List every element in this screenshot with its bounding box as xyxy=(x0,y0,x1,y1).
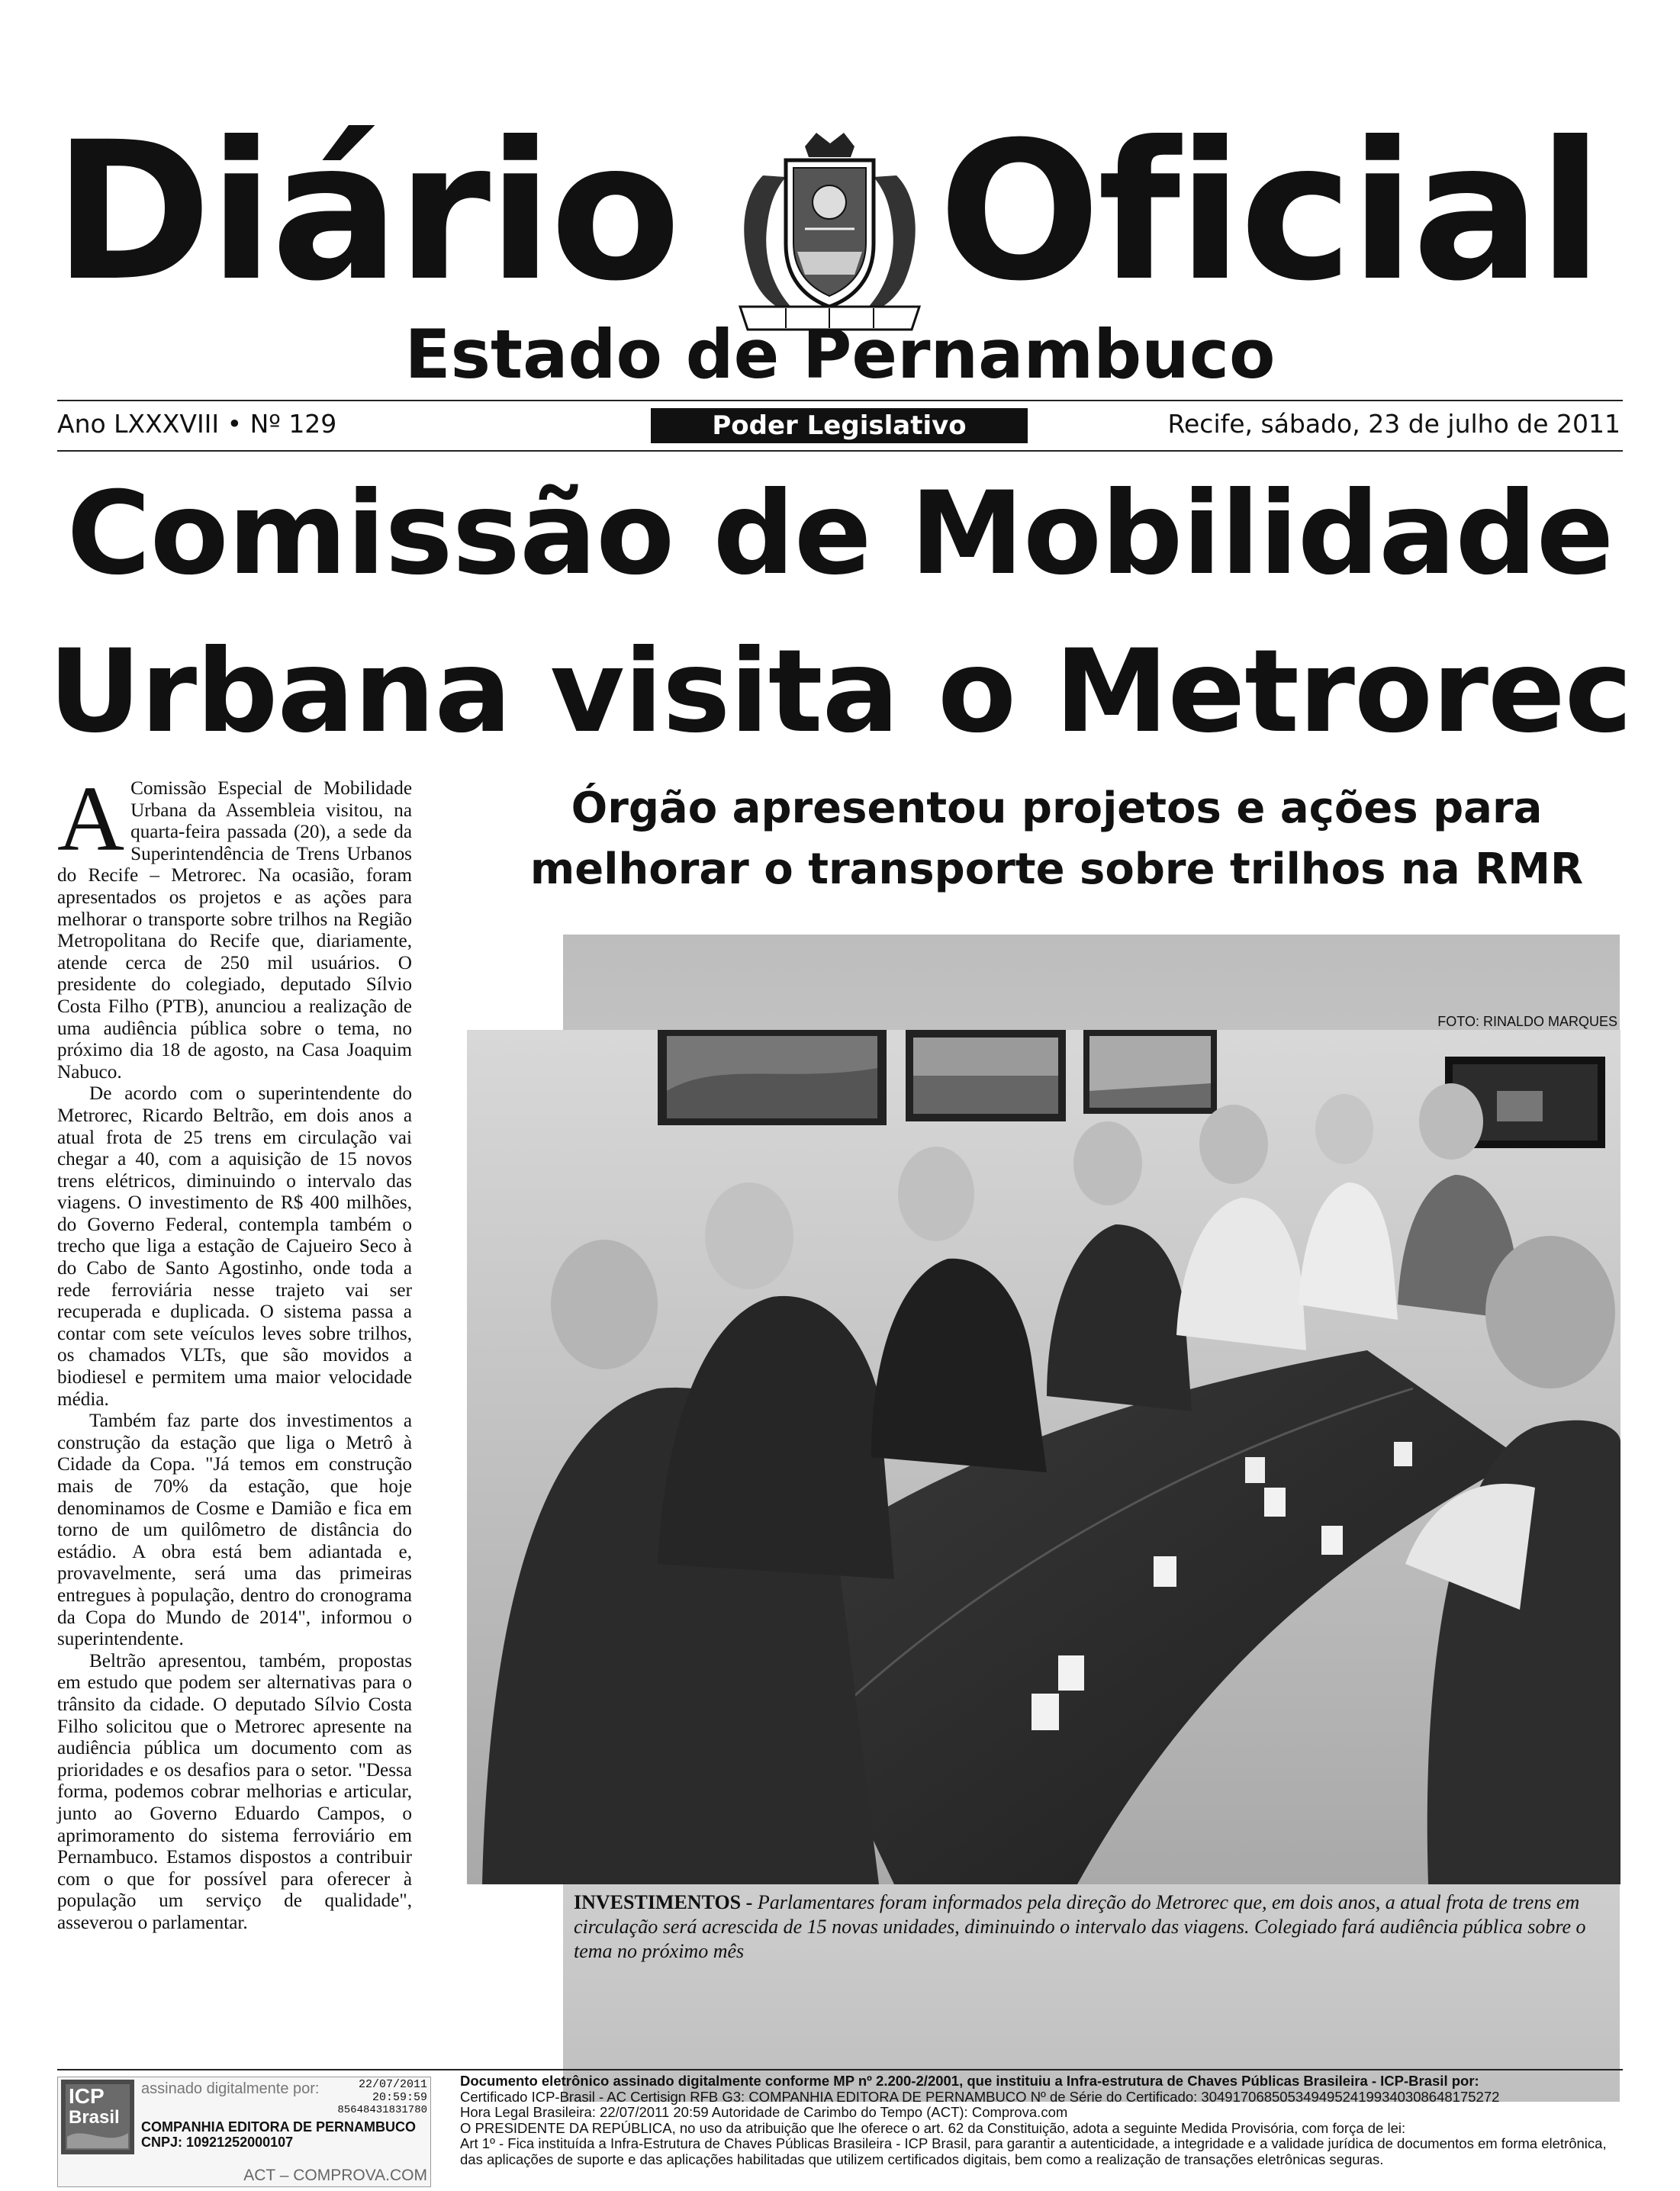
stamp-company: COMPANHIA EDITORA DE PERNAMBUCO xyxy=(141,2119,417,2135)
article-paragraph-3: Também faz parte dos investimentos a construção da estação que liga o Metrô à Cidade da Copa. "Já temos em construção mais de 70% da estação, que hoje denominamos de Cosme e Damião e fica em torno de um quilômetro de distância do estádio. A obra está bem adiantada e, provavelmente, será uma das primeiras entregues à população, dentro do cronograma da Copa do Mundo de 2014", informou o superintendente. xyxy=(57,1411,412,1650)
footer-line-3: Hora Legal Brasileira: 22/07/2011 20:59 Autoridade de Carimbo do Tempo (ACT): Comprova.com xyxy=(460,2104,1068,2120)
stamp-label: assinado digitalmente por: xyxy=(141,2080,320,2097)
dateline: Recife, sábado, 23 de julho de 2011 xyxy=(1167,409,1620,439)
deck-subheadline: Órgão apresentou projetos e ações para melhorar o transporte sobre trilhos na RMR xyxy=(529,783,1584,894)
article-paragraph-2: De acordo com o superintendente do Metrorec, Ricardo Beltrão, em dois anos a atual frota de 25 trens em circulação vai chegar a 40, com a aquisição de 15 novos trens elétricos, diminuindo o intervalo das viagens. O investimento de R$ 400 milhões, do Governo Federal, contempla também o trecho que liga a estação de Cajueiro Seco à do Cabo de Santo Agostinho, onde toda a rede ferroviária nesse trajeto vai ser recuperada e duplicada. O sistema passa a contar com sete veículos leves sobre trilhos, os chamados VLTs, que são movidos a biodiesel e permitem uma maior velocidade média. xyxy=(57,1083,412,1410)
caption-body: Parlamentares foram informados pela direção do Metrorec que, em dois anos, a atual frota de trens em circulação será acrescida de 15 novas unidades, diminuindo o intervalo das viagens. Colegiado fará audiência pública sobre o tema no próximo mês xyxy=(574,1891,1586,1962)
footer-line-4: O PRESIDENTE DA REPÚBLICA, no uso da atribuição que lhe oferece o art. 62 da Constituição, adota a seguinte Medida Provisória, com força de lei: xyxy=(460,2119,1406,2136)
stamp-serial: 85648431831780 xyxy=(337,2104,427,2116)
masthead-title-left: Diário xyxy=(53,101,678,323)
photo-caption xyxy=(574,1890,1611,1964)
photo-credit: FOTO: RINALDO MARQUES xyxy=(1437,1014,1617,1029)
footer-line-1: Documento eletrônico assinado digitalmente conforme MP nº 2.200-2/2001, que instituiu a Infra-estrutura de Chaves Públicas Brasileira - ICP-Brasil por: xyxy=(460,2073,1479,2089)
top-rule xyxy=(57,400,1623,401)
stamp-time: 20:59:59 xyxy=(372,2091,427,2104)
article-paragraph-4: Beltrão apresentou, também, propostas em estudo que podem ser alternativas para o trânsito da cidade. O deputado Sílvio Costa Filho solicitou que o Metrorec apresente na audiência pública um documento com as prioridades e os desafios para o setor. "Dessa forma, podemos cobrar melhorias e articular, junto ao Governo Eduardo Campos, o aprimoramento do sistema ferroviário em Pernambuco. Estamos dispostos a contribuir com o que for possível para oferecer à população um serviço de qualidade", asseverou o parlamentar. xyxy=(57,1650,412,1933)
stamp-act: ACT – COMPROVA.COM xyxy=(243,2167,427,2184)
footer-legal-text xyxy=(460,2074,1627,2167)
coat-of-arms-seal-icon xyxy=(732,130,927,336)
caption-head: INVESTIMENTOS - xyxy=(574,1891,758,1913)
meta-rule xyxy=(57,450,1623,452)
section-badge: Poder Legislativo xyxy=(651,408,1028,443)
headline-line-1: Comissão de Mobilidade xyxy=(66,468,1614,600)
footer-rule xyxy=(57,2069,1623,2070)
article-body xyxy=(57,767,412,2189)
footer-line-6: das aplicações de suporte e das aplicações habilitadas que utilizem certificados digitais, bem como a realização de transações eletrônicas seguras. xyxy=(460,2151,1384,2167)
meeting-photo xyxy=(467,1030,1620,1884)
icp-logo-text-2: Brasil xyxy=(69,2107,120,2128)
footer-line-2: Certificado ICP-Brasil - AC Certisign RFB G3: COMPANHIA EDITORA DE PERNAMBUCO Nº de Série do Certificado: 304917068505349495241993403086481752​72 xyxy=(460,2088,1500,2105)
masthead-subtitle: Estado de Pernambuco xyxy=(404,315,1276,394)
icp-logo-text: ICP xyxy=(69,2084,105,2108)
drop-cap: A xyxy=(57,767,125,870)
issue-number: Ano LXXXVIII • Nº 129 xyxy=(57,409,337,439)
stamp-cnpj: CNPJ: 10921252000107 xyxy=(141,2135,294,2150)
masthead-title-right: Oficial xyxy=(938,101,1601,323)
stamp-date: 22/07/2011 xyxy=(358,2078,427,2091)
headline-line-2: Urbana visita o Metrorec xyxy=(48,626,1632,758)
article-paragraph-1: A Comissão Especial de Mobilidade Urbana da Assembleia visitou, na quarta-feira passada (20), a sede da Superintendência de Trens Urbanos do Recife – Metrorec. Na ocasião, foram apresentados os projetos e as ações para melhorar o transporte sobre trilhos na Região Metropolitana do Recife que, diariamente, atende cerca de 250 mil usuários. O presidente do colegiado, deputado Sílvio Costa Filho (PTB), anunciou a realização de uma audiência pública sobre o tema, no próximo dia 18 de agosto, na Casa Joaquim Nabuco. xyxy=(57,767,412,1083)
footer-line-5: Art 1º - Fica instituída a Infra-Estrutura de Chaves Públicas Brasileira - ICP Brasil, para garantir a autenticidade, a integridade e a validade jurídica de documentos em forma eletrônica, xyxy=(460,2135,1607,2151)
